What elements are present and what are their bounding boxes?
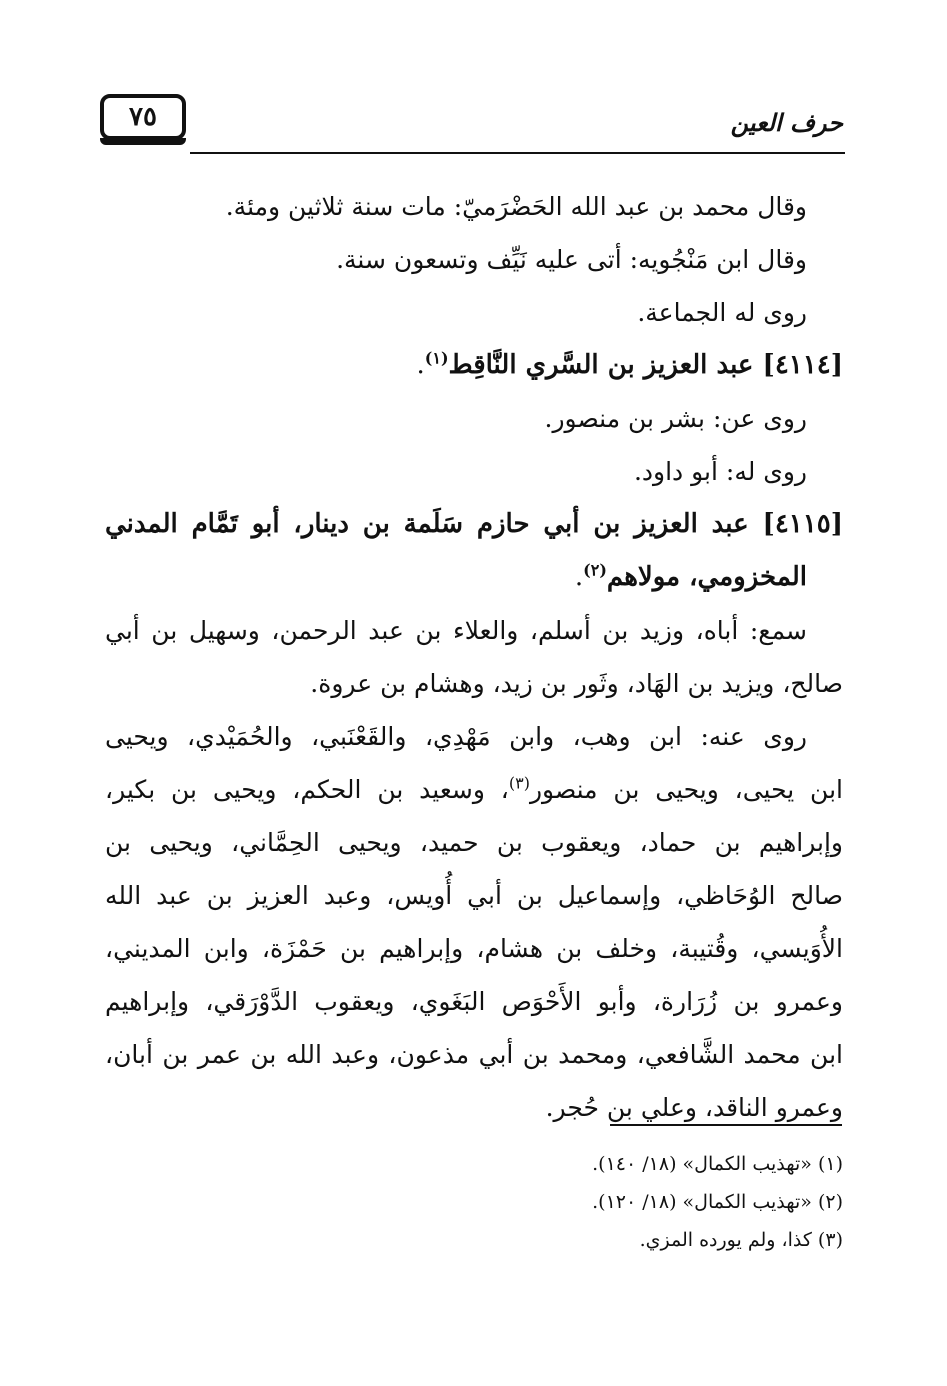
entry-heading-4115 — [105, 498, 843, 551]
text-segment: ، وسعيد بن الحكم، ويحيى بن بكير، — [105, 775, 509, 804]
page-number: ٧٥ — [129, 102, 157, 132]
text-line: صالح الوُحَاظي، وإسماعيل بن أبي أُويس، وعبد العزيز بن عبد الله — [105, 881, 843, 910]
footnote-rule — [610, 1124, 842, 1126]
text-line: روى عنه: ابن وهب، وابن مَهْدِي، والقَعْنَبي، والحُمَيْدي، ويحيى — [105, 722, 807, 751]
footnote: (٢) «تهذيب الكمال» (١٨/ ١٢٠). — [592, 1191, 843, 1213]
page-number-box — [100, 94, 186, 140]
text-line: سمع: أباه، وزيد بن أسلم، والعلاء بن عبد الرحمن، وسهيل بن أبي — [105, 616, 807, 645]
footnote-ref: (١) — [424, 348, 449, 368]
text-line: ابن محمد الشَّافعي، ومحمد بن أبي مذعون، وعبد الله بن عمر بن أبان، — [105, 1040, 843, 1069]
entry-heading-4114 — [105, 339, 843, 392]
footnote: (١) «تهذيب الكمال» (١٨/ ١٤٠). — [592, 1153, 843, 1175]
text-line: وقال ابن مَنْجُويه: أتى عليه نَيِّف وتسعون سنة. — [336, 245, 807, 274]
main-text — [105, 180, 843, 1134]
entry-heading-4115-cont — [105, 551, 843, 604]
text-line: روى له: أبو داود. — [633, 457, 807, 486]
text-line: الأُوَيسي، وقُتيبة، وخلف بن هشام، وإبراهيم بن حَمْزَة، وابن المديني، — [105, 934, 843, 963]
text-segment: ابن يحيى، ويحيى بن منصور — [529, 775, 843, 804]
running-head: حرف العين — [730, 108, 843, 137]
text-line: وعمرو بن زُرَارة، وأبو الأَحْوَص البَغَوي، ويعقوب الدَّوْرَقي، وإبراهيم — [105, 987, 843, 1016]
entry-number: [٤١١٤] — [762, 350, 843, 380]
entry-end: . — [416, 350, 425, 380]
footnote-ref: (٣) — [508, 773, 530, 793]
text-line: روى له الجماعة. — [637, 298, 807, 327]
text-line: وعمرو الناقد، وعلي بن حُجر. — [545, 1093, 843, 1122]
header-rule — [190, 152, 845, 154]
footnote-ref: (٢) — [583, 560, 607, 580]
text-line: وإبراهيم بن حماد، ويعقوب بن حميد، ويحيى الحِمَّاني، ويحيى بن — [105, 828, 843, 857]
entry-end: . — [574, 562, 584, 592]
entry-name: عبد العزيز بن السَّري النَّاقِط — [448, 350, 754, 380]
text-line: روى عن: بشر بن منصور. — [544, 404, 807, 433]
text-line: وقال محمد بن عبد الله الحَضْرَميّ: مات سنة ثلاثين ومئة. — [225, 192, 807, 221]
entry-name: عبد العزيز بن أبي حازم سَلَمة بن دينار، أبو تَمَّام المدني — [105, 509, 749, 539]
footnotes — [243, 1145, 843, 1259]
entry-name-cont: المخزومي، مولاهم — [606, 562, 807, 592]
text-line: صالح، ويزيد بن الهَاد، وثَور بن زيد، وهشام بن عروة. — [310, 669, 843, 698]
entry-number: [٤١١٥] — [762, 509, 843, 539]
footnote: (٣) كذا، ولم يورده المزي. — [639, 1229, 843, 1251]
text-line — [105, 763, 843, 816]
